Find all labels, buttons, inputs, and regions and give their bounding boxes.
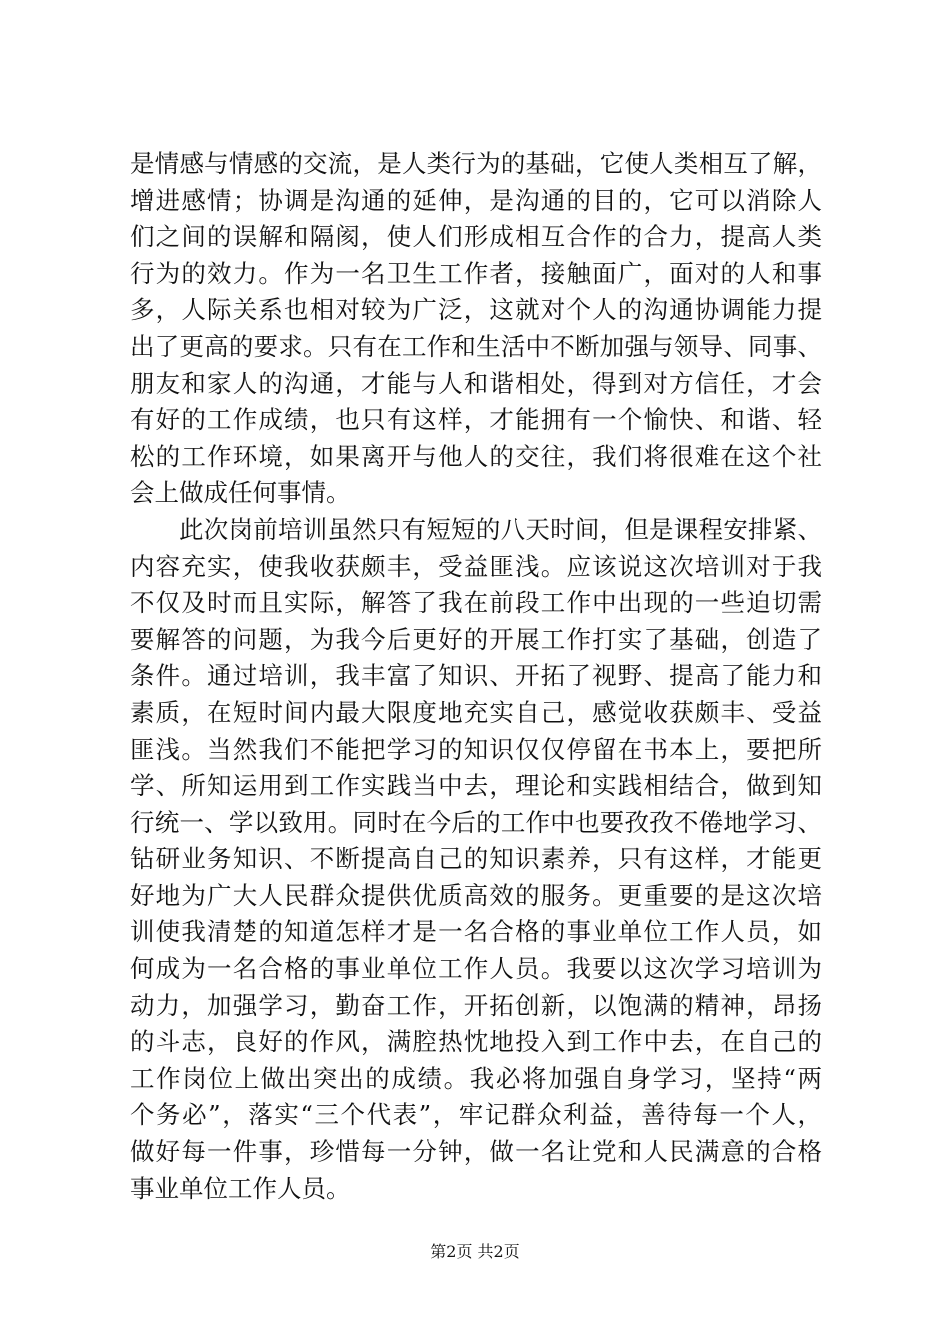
page-footer: 第2页 共2页 bbox=[430, 1242, 520, 1261]
text-line: 内容充实，使我收获颇丰，受益匪浅。应该说这次培训对于我 bbox=[130, 551, 822, 581]
text-line: 有好的工作成绩，也只有这样，才能拥有一个愉快、和谐、轻 bbox=[130, 405, 822, 435]
text-line: 增进感情；协调是沟通的延伸，是沟通的目的，它可以消除人 bbox=[130, 185, 822, 215]
text-line: 素质，在短时间内最大限度地充实自己，感觉收获颇丰、受益 bbox=[130, 697, 822, 727]
text-line: 们之间的误解和隔阂，使人们形成相互合作的合力，提高人类 bbox=[130, 222, 822, 252]
text-line: 个务必”，落实“三个代表”，牢记群众利益，善待每一个人， bbox=[130, 1100, 822, 1130]
text-line: 行统一、学以致用。同时在今后的工作中也要孜孜不倦地学习、 bbox=[130, 807, 822, 837]
text-line: 事业单位工作人员。 bbox=[130, 1173, 351, 1203]
text-line: 的斗志，良好的作风，满腔热忱地投入到工作中去，在自己的 bbox=[130, 1027, 822, 1057]
text-line: 何成为一名合格的事业单位工作人员。我要以这次学习培训为 bbox=[130, 954, 822, 984]
text-line: 做好每一件事，珍惜每一分钟，做一名让党和人民满意的合格 bbox=[130, 1137, 822, 1167]
paragraph bbox=[130, 146, 822, 512]
text-line: 此次岗前培训虽然只有短短的八天时间，但是课程安排紧、 bbox=[179, 514, 822, 544]
document-body bbox=[130, 146, 822, 1207]
paragraph bbox=[130, 512, 822, 1207]
text-line: 钻研业务知识、不断提高自己的知识素养，只有这样，才能更 bbox=[130, 844, 822, 874]
text-line: 松的工作环境，如果离开与他人的交往，我们将很难在这个社 bbox=[130, 441, 822, 471]
text-line: 会上做成任何事情。 bbox=[130, 478, 351, 508]
text-line: 多，人际关系也相对较为广泛，这就对个人的沟通协调能力提 bbox=[130, 295, 822, 325]
text-line: 训使我清楚的知道怎样才是一名合格的事业单位工作人员，如 bbox=[130, 917, 822, 947]
text-line: 出了更高的要求。只有在工作和生活中不断加强与领导、同事、 bbox=[130, 331, 822, 361]
text-line: 工作岗位上做出突出的成绩。我必将加强自身学习，坚持“两 bbox=[130, 1063, 822, 1093]
text-line: 朋友和家人的沟通，才能与人和谐相处，得到对方信任，才会 bbox=[130, 368, 822, 398]
text-line: 要解答的问题，为我今后更好的开展工作打实了基础，创造了 bbox=[130, 624, 822, 654]
text-line: 好地为广大人民群众提供优质高效的服务。更重要的是这次培 bbox=[130, 880, 822, 910]
text-line: 不仅及时而且实际，解答了我在前段工作中出现的一些迫切需 bbox=[130, 588, 822, 618]
text-line: 动力，加强学习，勤奋工作，开拓创新，以饱满的精神，昂扬 bbox=[130, 990, 822, 1020]
text-line: 是情感与情感的交流，是人类行为的基础，它使人类相互了解， bbox=[130, 149, 822, 178]
text-line: 行为的效力。作为一名卫生工作者，接触面广，面对的人和事 bbox=[130, 258, 822, 288]
text-line: 条件。通过培训，我丰富了知识、开拓了视野、提高了能力和 bbox=[130, 661, 822, 691]
text-line: 学、所知运用到工作实践当中去，理论和实践相结合，做到知 bbox=[130, 771, 822, 801]
text-line: 匪浅。当然我们不能把学习的知识仅仅停留在书本上，要把所 bbox=[130, 734, 822, 764]
